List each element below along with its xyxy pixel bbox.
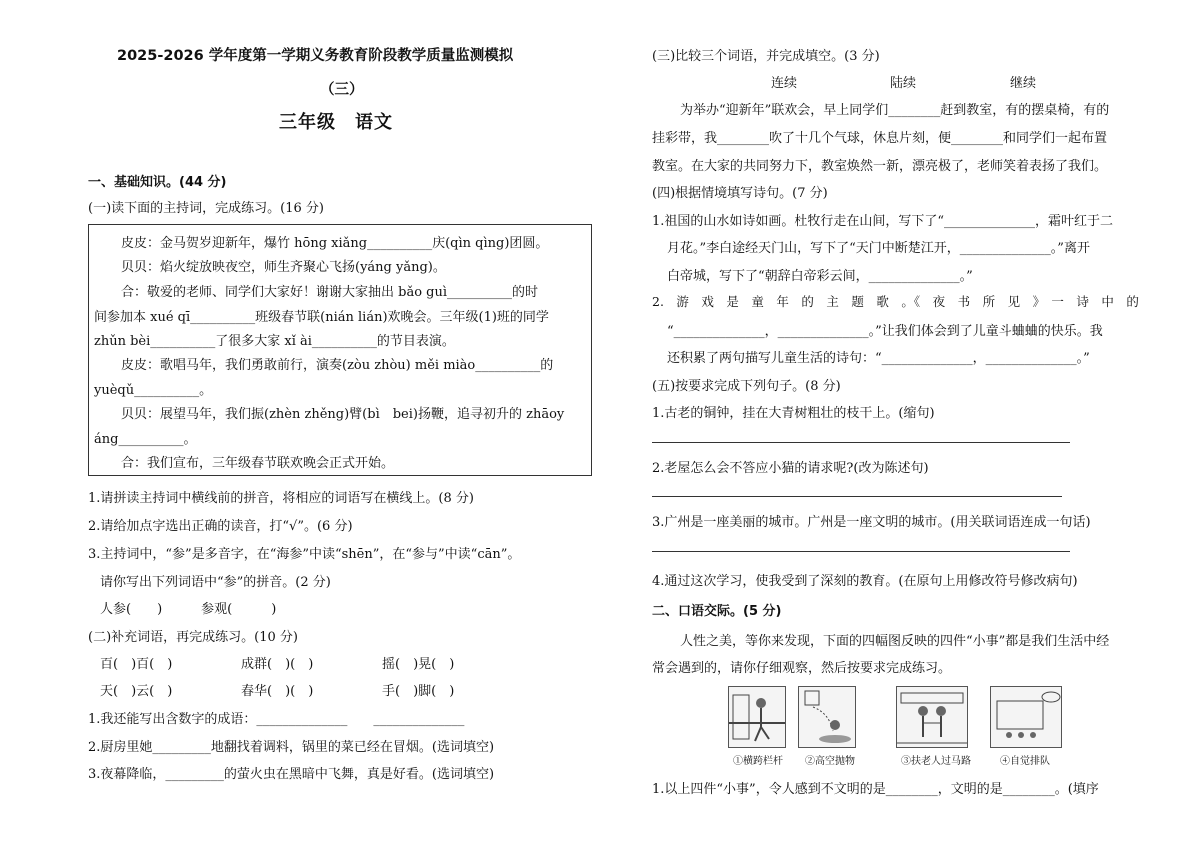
caption-1: ①横跨栏杆 [733,756,783,767]
fill-2-3: 手( )脚( ) [382,684,455,699]
caption-2: ②高空抛物 [805,756,855,767]
paragraph-3-line3: 教室。在大家的共同努力下，教室焕然一新，漂亮极了，老师笑着表扬了我们。 [652,159,1108,174]
final-question: 1.以上四件“小事”，令人感到不文明的是________，文明的是________。(填序 [652,782,1099,797]
part-1-heading: (一)读下面的主持词，完成练习。(16 分) [88,201,324,216]
grade-subject: 三年级 语文 [279,112,393,133]
poem-line-4: 2. 游 戏 是 童 年 的 主 题 歌 。《 夜 书 所 见 》 一 诗 中 的 [652,294,1139,309]
part-2-heading: (二)补充词语，再完成练习。(10 分) [88,630,298,645]
illustration-4 [990,686,1062,748]
part-4-heading: (四)根据情境填写诗句。(7 分) [652,186,828,201]
illustration-1 [728,686,786,748]
fill-1-2: 成群( )( ) [241,657,314,672]
queue-scene-icon [991,687,1061,747]
question-2: 2.请给加点字选出正确的读音，打“√”。(6 分) [88,519,353,534]
section-2-heading: 二、口语交际。(5 分) [652,604,782,619]
question-1: 1.请拼读主持词中横线前的拼音，将相应的词语写在横线上。(8 分) [88,491,474,506]
paragraph-3-line1: 为举办“迎新年”联欢会，早上同学们________赶到教室，有的摆桌椅，有的 [680,103,1110,118]
paragraph-3-line2: 挂彩带，我________吹了十几个气球，休息片刻，便________和同学们一起布置 [652,131,1108,146]
answer-line-2 [652,496,1062,497]
sentence-4: 4.通过这次学习，使我受到了深刻的教育。(在原句上用修改符号修改病句) [652,574,1078,589]
word-option-1: 连续 [771,76,798,91]
poem-line-3: 白帝城，写下了“朝辞白帝彩云间，______________。” [667,269,973,284]
exam-subtitle: （三） [320,82,364,98]
sentence-1: 1.古老的铜钟，挂在大青树粗壮的枝干上。(缩句) [652,406,935,421]
answer-line-1 [652,442,1070,443]
poem-line-1: 1.祖国的山水如诗如画。杜牧行走在山间，写下了“______________，霜叶红于二 [652,214,1114,229]
part-5-heading: (五)按要求完成下列句子。(8 分) [652,379,841,394]
word-option-2: 陆续 [890,76,917,91]
caption-4: ④自觉排队 [1000,756,1050,767]
box-line-2: 贝贝：焰火绽放映夜空，师生齐聚心飞扬(yáng yǎng)。 [121,260,446,275]
box-line-9: áng__________。 [94,432,197,447]
question-word-choice-2: 3.夜幕降临，_________的萤火虫在黑暗中飞舞，真是好看。(选词填空) [88,767,495,782]
fill-2-1: 天( )云( ) [100,684,173,699]
fill-2-2: 春华( )( ) [241,684,314,699]
question-3-blanks: 人参( ) 参观( ) [100,602,277,617]
sentence-3: 3.广州是一座美丽的城市。广州是一座文明的城市。(用关联词语连成一句话) [652,515,1091,530]
oral-intro-2: 常会遇到的，请你仔细观察，然后按要求完成练习。 [652,661,952,676]
part-3-heading: (三)比较三个词语，并完成填空。(3 分) [652,49,880,64]
word-option-3: 继续 [1010,76,1037,91]
illustration-2 [798,686,856,748]
section-1-heading: 一、基础知识。(44 分) [88,175,227,190]
sentence-2: 2.老屋怎么会不答应小猫的请求呢?(改为陈述句) [652,461,929,476]
poem-line-2: 月花。”李白途经天门山，写下了“天门中断楚江开，______________。”离开 [667,241,1090,256]
throwing-scene-icon [799,687,855,747]
fill-1-3: 摇( )晃( ) [382,657,455,672]
box-line-5: zhǔn bèi__________了很多大家 xǐ ài__________的节目表演。 [94,334,455,349]
box-line-10: 合：我们宣布，三年级春节联欢晚会正式开始。 [121,456,395,471]
fill-1-1: 百( )百( ) [100,657,173,672]
poem-line-6: 还积累了两句描写儿童生活的诗句：“______________，______________。” [667,351,1090,366]
box-line-7: yuèqǔ__________。 [94,383,213,398]
box-line-4: 间参加本 xué qī__________班级春节联(nián lián)欢晚会。三年级(1)班的同学 [94,310,549,325]
box-line-1: 皮皮：金马贺岁迎新年，爆竹 hōng xiǎng__________庆(qìn qìng)团圆。 [121,236,549,251]
railing-scene-icon [729,687,785,747]
question-idiom: 1.我还能写出含数字的成语：______________ ______________ [88,712,465,727]
question-word-choice-1: 2.厨房里她_________地翻找着调料，锅里的菜已经在冒烟。(选词填空) [88,740,495,755]
helping-elder-scene-icon [897,687,967,747]
question-3-line1: 3.主持词中，“参”是多音字，在“海参”中读“shēn”，在“参与”中读“cān”。 [88,547,521,562]
box-line-6: 皮皮：歌唱马年，我们勇敢前行，演奏(zòu zhòu) měi miào__________的 [121,358,554,373]
question-3-line2: 请你写出下列词语中“参”的拼音。(2 分) [100,575,331,590]
answer-line-3 [652,551,1070,552]
oral-intro-1: 人性之美，等你来发现，下面的四幅图反映的四件“小事”都是我们生活中经 [680,634,1110,649]
poem-line-5: “______________，______________。”让我们体会到了儿童斗蛐蛐的快乐。我 [667,324,1103,339]
exam-title: 2025-2026 学年度第一学期义务教育阶段教学质量监测模拟 [117,48,514,64]
caption-3: ③扶老人过马路 [901,756,971,767]
illustration-3 [896,686,968,748]
box-line-8: 贝贝：展望马年，我们振(zhèn zhěng)臂(bì bei)扬鞭，追寻初升的 zhāoy [121,407,565,422]
box-line-3: 合：敬爱的老师、同学们大家好！谢谢大家抽出 bǎo guì__________的时 [121,285,539,300]
